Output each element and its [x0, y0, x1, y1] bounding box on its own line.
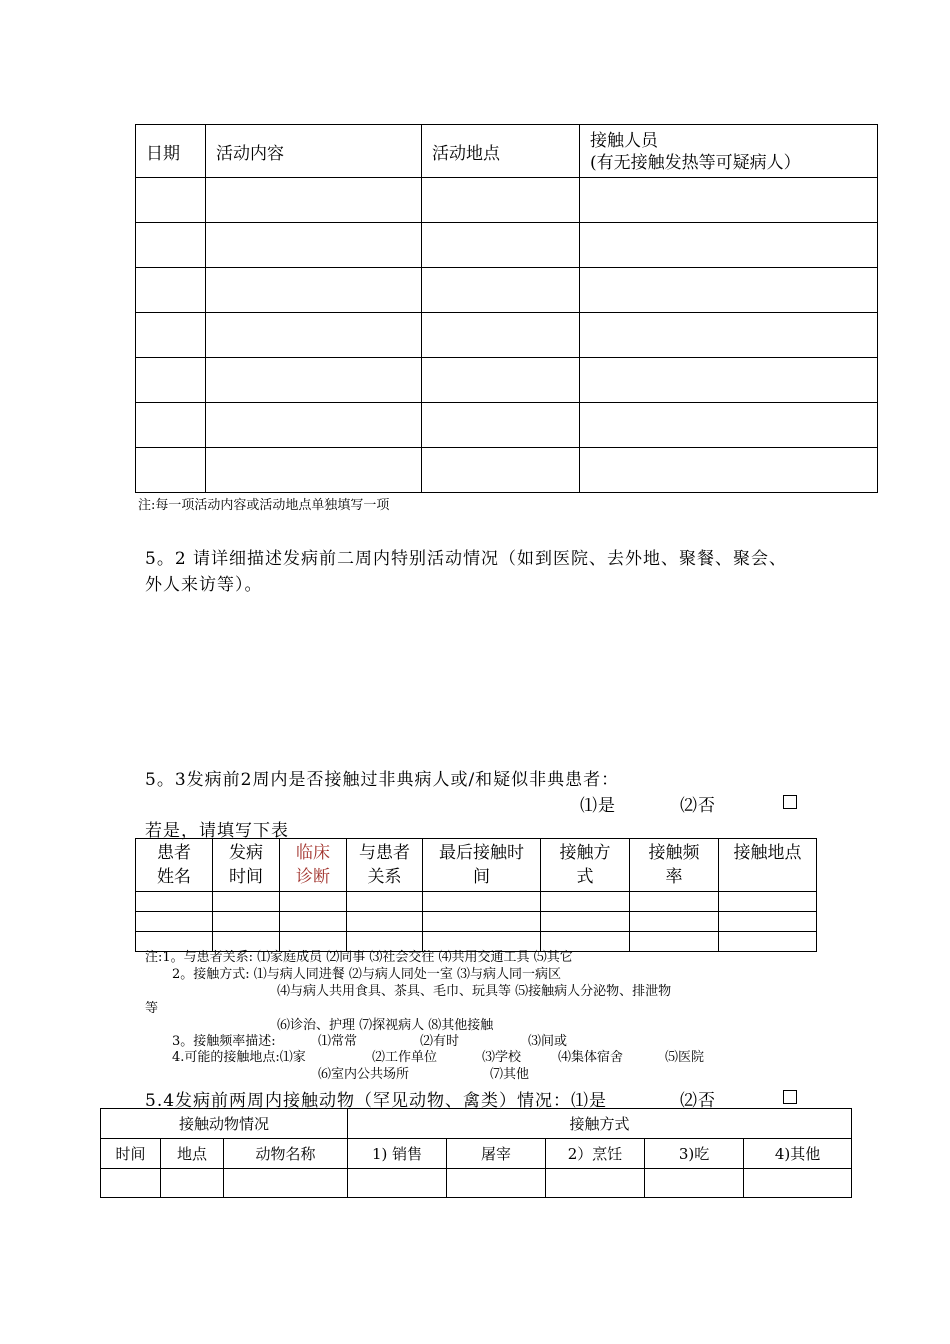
header-line: 接触方 — [559, 843, 611, 863]
header-time: 时间 — [101, 1139, 161, 1169]
header-onset-time — [213, 839, 280, 892]
table-cell[interactable] — [136, 313, 206, 358]
table-row — [136, 358, 878, 403]
table-cell[interactable] — [136, 892, 213, 912]
note-place-public: ⑹室内公共场所 — [318, 1067, 410, 1082]
header-line: 时间 — [229, 867, 263, 887]
table-cell[interactable] — [348, 1169, 447, 1198]
table-cell[interactable] — [422, 313, 580, 358]
table-cell[interactable] — [161, 1169, 224, 1198]
table-cell[interactable] — [206, 358, 422, 403]
header-contacts-line2: (有无接触发热等可疑病人） — [590, 153, 801, 173]
header-clinical-diagnosis — [280, 839, 347, 892]
header-line: 接触频 — [648, 843, 700, 863]
header-line: 发病 — [229, 843, 263, 863]
table-cell[interactable] — [136, 403, 206, 448]
contact-patient-table-header — [136, 839, 817, 892]
header-line: 间 — [473, 867, 490, 887]
note-contact-method-4: ⑹诊治、护理 ⑺探视病人 ⑻其他接触 — [277, 1018, 494, 1033]
header-line: 式 — [576, 867, 594, 887]
header-contact-frequency — [630, 839, 719, 892]
header-place: 地点 — [161, 1139, 224, 1169]
table-cell[interactable] — [580, 403, 878, 448]
header-cooking: 2）烹饪 — [546, 1139, 645, 1169]
header-line: 姓名 — [157, 867, 191, 887]
table-cell[interactable] — [541, 892, 630, 912]
header-line: 率 — [665, 867, 683, 887]
table-cell[interactable] — [280, 892, 347, 912]
activity-table-header — [136, 125, 878, 178]
table-cell[interactable] — [541, 912, 630, 932]
table-cell[interactable] — [423, 892, 541, 912]
note-place-home: 4.可能的接触地点:⑴家 — [172, 1050, 306, 1065]
table-cell[interactable] — [422, 223, 580, 268]
table-row — [136, 313, 878, 358]
activity-table — [135, 124, 878, 493]
table-cell[interactable] — [136, 178, 206, 223]
table-cell[interactable] — [206, 313, 422, 358]
table-cell[interactable] — [101, 1169, 161, 1198]
table-cell[interactable] — [206, 448, 422, 493]
table-cell[interactable] — [213, 892, 280, 912]
table-cell[interactable] — [580, 358, 878, 403]
header-place: 活动地点 — [422, 125, 580, 178]
header-line: 最后接触时 — [439, 843, 524, 863]
note-contact-method-3: 等 — [145, 1001, 159, 1016]
table-cell[interactable] — [422, 403, 580, 448]
contact-patient-table — [135, 838, 817, 952]
table-cell[interactable] — [630, 892, 719, 912]
table-row — [136, 912, 817, 932]
header-line: 临床 — [296, 843, 330, 863]
table-cell[interactable] — [580, 268, 878, 313]
header-last-contact-time — [423, 839, 541, 892]
table-cell[interactable] — [136, 912, 213, 932]
q53-option-yes[interactable]: ⑴是 — [580, 796, 616, 816]
q53-option-no[interactable]: ⑵否 — [680, 796, 716, 816]
q53-instruction: 若是，请填写下表 — [145, 821, 289, 841]
table-cell[interactable] — [422, 358, 580, 403]
table-row — [136, 178, 878, 223]
note-place-hospital: ⑸医院 — [665, 1050, 705, 1065]
header-contacts-line1: 接触人员 — [590, 131, 658, 151]
header-line: 关系 — [367, 867, 402, 887]
header-line: 与患者 — [359, 843, 410, 863]
q52-line1: 5。2 请详细描述发病前二周内特别活动情况（如到医院、去外地、聚餐、聚会、 — [145, 549, 788, 569]
header-slaughter: 屠宰 — [447, 1139, 546, 1169]
header-animal-name: 动物名称 — [224, 1139, 348, 1169]
header-contact-method — [541, 839, 630, 892]
table-cell[interactable] — [580, 448, 878, 493]
animal-table-group-row — [101, 1109, 852, 1139]
table-cell[interactable] — [422, 448, 580, 493]
table-cell[interactable] — [206, 403, 422, 448]
table-cell[interactable] — [580, 178, 878, 223]
note-frequency-often: ⑴常常 — [318, 1034, 358, 1049]
table-cell[interactable] — [422, 178, 580, 223]
animal-contact-table — [100, 1108, 852, 1198]
table-cell[interactable] — [719, 912, 817, 932]
note-frequency-label: 3。接触频率描述: — [172, 1034, 276, 1049]
q54-checkbox[interactable] — [783, 1090, 797, 1104]
note-place-school: ⑶学校 — [482, 1050, 522, 1065]
header-patient-name — [136, 839, 213, 892]
note-place-dorm: ⑷集体宿舍 — [558, 1050, 624, 1065]
header-contact-method: 接触方式 — [348, 1109, 852, 1139]
table-cell[interactable] — [206, 268, 422, 313]
table-cell[interactable] — [136, 268, 206, 313]
table-row — [136, 268, 878, 313]
animal-table-header-row — [101, 1139, 852, 1169]
table-cell[interactable] — [347, 912, 423, 932]
q54-option-no[interactable]: ⑵否 — [680, 1091, 716, 1111]
note-relationship: 注:1。与患者关系: ⑴家庭成员 ⑵同事 ⑶社会交往 ⑷共用交通工具 ⑸其它 — [145, 950, 573, 965]
table-cell[interactable] — [206, 223, 422, 268]
table-cell[interactable] — [447, 1169, 546, 1198]
header-animal-contact: 接触动物情况 — [101, 1109, 348, 1139]
table-cell[interactable] — [630, 932, 719, 952]
table-cell[interactable] — [136, 358, 206, 403]
header-contacts — [580, 125, 878, 178]
table-cell[interactable] — [719, 932, 817, 952]
note-frequency-sometimes: ⑵有时 — [420, 1034, 460, 1049]
table-row — [136, 448, 878, 493]
q54-question: 5.4发病前两周内接触动物（罕见动物、禽类）情况：⑴是 — [145, 1091, 608, 1111]
q52-line2: 外人来访等）。 — [145, 575, 263, 595]
note-place-other: ⑺其他 — [490, 1067, 530, 1082]
note-contact-method-2: ⑷与病人共用食具、茶具、毛巾、玩具等 ⑸接触病人分泌物、排泄物 — [277, 984, 672, 999]
note-frequency-occasionally: ⑶间或 — [528, 1034, 568, 1049]
table-row — [136, 403, 878, 448]
header-other: 4)其他 — [744, 1139, 852, 1169]
table-row — [136, 223, 878, 268]
table-cell[interactable] — [136, 448, 206, 493]
table-row — [101, 1169, 852, 1198]
table-cell[interactable] — [580, 313, 878, 358]
header-line: 诊断 — [296, 867, 330, 887]
header-eat: 3)吃 — [645, 1139, 744, 1169]
table-cell[interactable] — [546, 1169, 645, 1198]
activity-table-note: 注:每一项活动内容或活动地点单独填写一项 — [138, 498, 390, 513]
header-content: 活动内容 — [206, 125, 422, 178]
header-sale: 1) 销售 — [348, 1139, 447, 1169]
header-contact-place — [719, 839, 817, 892]
header-line: 接触地点 — [733, 843, 802, 863]
table-cell[interactable] — [224, 1169, 348, 1198]
table-cell[interactable] — [719, 892, 817, 912]
header-relationship — [347, 839, 423, 892]
table-cell[interactable] — [213, 912, 280, 932]
table-cell[interactable] — [580, 223, 878, 268]
table-cell[interactable] — [422, 268, 580, 313]
table-cell[interactable] — [136, 223, 206, 268]
table-cell[interactable] — [744, 1169, 852, 1198]
table-cell[interactable] — [206, 178, 422, 223]
table-cell[interactable] — [347, 892, 423, 912]
q53-checkbox[interactable] — [783, 795, 797, 809]
table-cell[interactable] — [423, 912, 541, 932]
note-place-work: ⑵工作单位 — [372, 1050, 438, 1065]
table-cell[interactable] — [645, 1169, 744, 1198]
header-line: 患者 — [157, 843, 191, 863]
header-date: 日期 — [136, 125, 206, 178]
table-cell[interactable] — [280, 912, 347, 932]
table-cell[interactable] — [630, 912, 719, 932]
note-contact-method: 2。接触方式: ⑴与病人同进餐 ⑵与病人同处一室 ⑶与病人同一病区 — [172, 967, 562, 982]
q53-question: 5。3发病前2周内是否接触过非典病人或/和疑似非典患者： — [145, 770, 620, 790]
table-row — [136, 892, 817, 912]
